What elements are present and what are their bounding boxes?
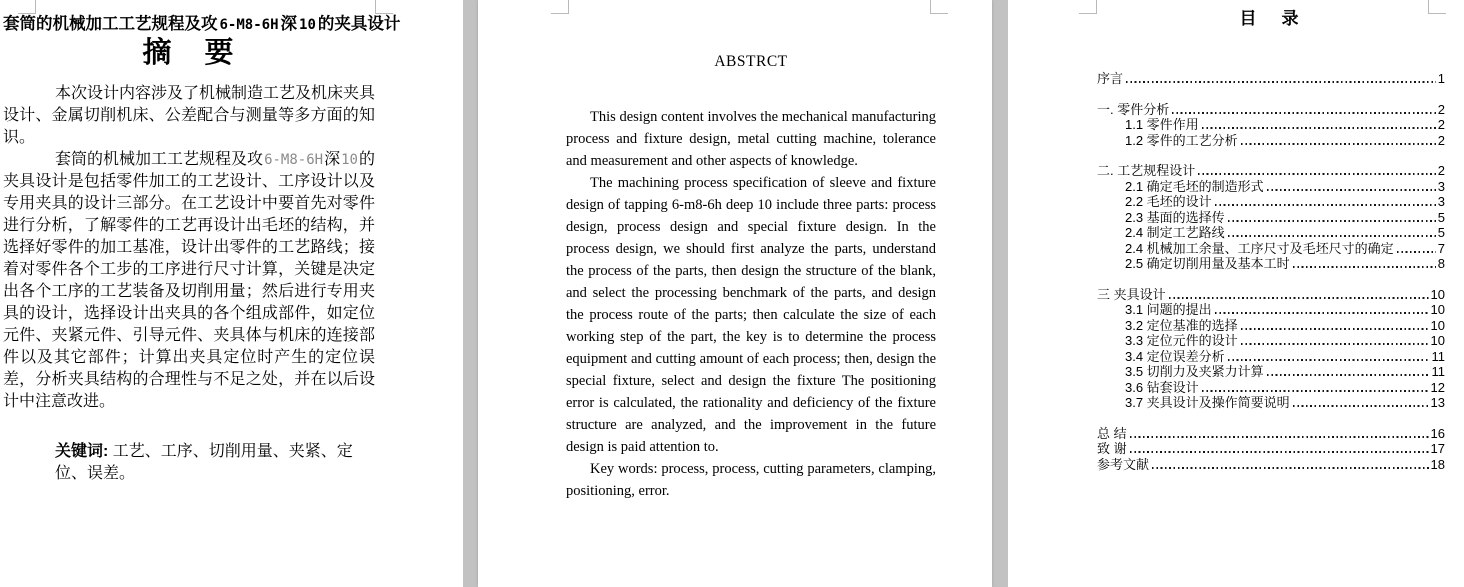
toc-entry bbox=[1097, 318, 1445, 334]
page-abstract-en bbox=[478, 0, 992, 587]
toc-entry-label: 序言 bbox=[1097, 71, 1124, 86]
toc-content bbox=[1097, 0, 1445, 487]
toc-entry-label: 3.4 定位误差分析 bbox=[1125, 348, 1225, 364]
keywords-label: 关键词: bbox=[55, 443, 109, 460]
toc-entry-label: 3.2 定位基准的选择 bbox=[1125, 317, 1238, 333]
toc-group bbox=[1097, 426, 1445, 473]
toc-entry-label: 致 谢 bbox=[1097, 441, 1127, 456]
toc-entry bbox=[1097, 71, 1445, 87]
toc-group bbox=[1097, 71, 1445, 87]
text-segment: 深 bbox=[324, 151, 341, 168]
toc-leader-dots bbox=[1172, 110, 1436, 114]
toc-page-number: 18 bbox=[1430, 456, 1445, 472]
toc-leader-dots bbox=[1198, 172, 1436, 176]
text-segment: 的夹具设计是包括零件加工的工艺设计、工序设计以及专用夹具的设计三部分。在工艺设计中要首先对零件进行分析，了解零件的工艺再设计出毛坯的结构，并选择好零件的加工基准，设计出零件的工艺路线；接着对零件各个工步的工序进行尺寸计算，关键是决定出各个工序的工艺装备及切削用量；然后进行专用夹具的设计，选择设计出夹具的各个组成部件，如定位元件、夹紧元件、引导元件、夹具体与机床的连接部件以及其它部件；计算出夹具定位时产生的定位误差，分析夹具结构的合理性与不足之处，并在以后设计中注意改进。 bbox=[3, 151, 375, 410]
toc-entry bbox=[1097, 194, 1445, 210]
toc-leader-dots bbox=[1202, 388, 1429, 392]
toc-entry-label: 3.7 夹具设计及操作简要说明 bbox=[1125, 395, 1290, 410]
toc-leader-dots bbox=[1130, 434, 1429, 438]
toc-group bbox=[1097, 287, 1445, 411]
paragraph: 本次设计内容涉及了机械制造工艺及机床夹具设计、金属切削机床、公差配合与测量等多方面的知识。 bbox=[3, 85, 376, 146]
abstract-cn-body bbox=[3, 83, 375, 413]
toc-page-number: 10 bbox=[1430, 302, 1445, 317]
toc-entry bbox=[1097, 441, 1445, 457]
keywords-text: 工艺、工序、切削用量、夹紧、定位、误差。 bbox=[55, 443, 353, 482]
toc-group bbox=[1097, 102, 1445, 149]
toc-entry-label: 2.1 确定毛坯的制造形式 bbox=[1125, 178, 1264, 194]
abstract-cn-heading: 摘 要 bbox=[142, 37, 236, 69]
toc-leader-dots bbox=[1241, 342, 1429, 346]
text-segment: 套筒的机械加工工艺规程及攻 bbox=[3, 15, 218, 33]
toc-leader-dots bbox=[1152, 465, 1429, 469]
toc-entry-label: 参考文献 bbox=[1097, 456, 1150, 472]
toc-entry-label: 2.2 毛坯的设计 bbox=[1125, 194, 1212, 209]
toc-page-number: 3 bbox=[1437, 178, 1445, 194]
toc-leader-dots bbox=[1169, 295, 1429, 299]
document-title bbox=[3, 14, 401, 35]
toc-entry bbox=[1097, 287, 1445, 303]
toc-entry-label: 1.1 零件作用 bbox=[1125, 117, 1199, 132]
page-toc bbox=[1008, 0, 1464, 587]
toc-page-number: 2 bbox=[1437, 101, 1445, 117]
toc-entry bbox=[1097, 380, 1445, 396]
toc-leader-dots bbox=[1215, 311, 1429, 315]
toc-heading: 目 录 bbox=[1239, 9, 1303, 28]
abstract-en-body bbox=[566, 106, 936, 502]
toc-entry-label: 1.2 零件的工艺分析 bbox=[1125, 132, 1238, 148]
paragraph: The machining process specification of sleeve and fixture design of tapping 6-m8-6h deep 10 include three parts: process design, process design and special fixture design. In the process design, we should first analyze the parts, understand the process of the parts, then design the structure of the blank, and select the processing benchmark of the parts, and design the process route of the parts; then calculate the size of each working step of the part, the key is to determine the process equipment and cutting amount of each process; then, design the special fixture, select and design the fixture The positioning error is calculated, the rationality and deficiency of the fixture structure are analyzed, and the improvement in the future design is paid attention to. bbox=[566, 175, 936, 455]
toc-page-number: 12 bbox=[1430, 379, 1445, 395]
toc-entry-label: 总 结 bbox=[1097, 425, 1127, 441]
toc-page-number: 1 bbox=[1437, 71, 1445, 86]
toc-page-number: 5 bbox=[1437, 225, 1445, 240]
toc-page-number: 2 bbox=[1437, 132, 1445, 148]
toc-entry bbox=[1097, 333, 1445, 349]
abstract-cn-content bbox=[3, 0, 401, 485]
toc-entry-label: 3.5 切削力及夹紧力计算 bbox=[1125, 364, 1264, 379]
toc-page-number: 10 bbox=[1430, 286, 1445, 302]
text-segment: 套筒的机械加工工艺规程及攻 bbox=[55, 151, 264, 168]
toc-leader-dots bbox=[1267, 373, 1430, 377]
text-segment: 6-M8-6H bbox=[264, 152, 324, 168]
text-segment: 的夹具设计 bbox=[317, 15, 401, 33]
toc-entry-label: 3.1 问题的提出 bbox=[1125, 302, 1212, 317]
toc-entry bbox=[1097, 349, 1445, 365]
toc-leader-dots bbox=[1241, 326, 1429, 330]
toc-entry bbox=[1097, 179, 1445, 195]
toc-entry-label: 3.6 钻套设计 bbox=[1125, 379, 1199, 395]
toc-entry bbox=[1097, 426, 1445, 442]
page-abstract-cn bbox=[0, 0, 463, 587]
toc-leader-dots bbox=[1267, 187, 1436, 191]
toc-leader-dots bbox=[1228, 357, 1430, 361]
paragraph: This design content involves the mechanical manufacturing process and fixture design, metal cutting machine, tolerance and measurement and other aspects of knowledge. bbox=[566, 109, 936, 169]
toc-page-number: 13 bbox=[1430, 395, 1445, 410]
text-segment: 深 bbox=[280, 15, 298, 33]
abstract-en-heading: ABSTRCT bbox=[714, 53, 788, 70]
toc-page-number: 17 bbox=[1430, 441, 1445, 456]
toc-entry-label: 一. 零件分析 bbox=[1097, 101, 1170, 117]
toc-page-number: 11 bbox=[1431, 348, 1445, 364]
keywords-line bbox=[3, 441, 375, 485]
toc-page-number: 10 bbox=[1430, 333, 1445, 348]
toc-leader-dots bbox=[1293, 404, 1429, 408]
text-boundary-mark-icon bbox=[375, 0, 393, 14]
toc-entry bbox=[1097, 457, 1445, 473]
toc-entry-label: 三 夹具设计 bbox=[1097, 286, 1166, 302]
toc-entry bbox=[1097, 256, 1445, 272]
toc-entry-label: 二. 工艺规程设计 bbox=[1097, 163, 1196, 178]
toc-page-number: 7 bbox=[1437, 240, 1445, 256]
toc-entry-label: 2.4 机械加工余量、工序尺寸及毛坯尺寸的确定 bbox=[1125, 240, 1394, 256]
toc-page-number: 2 bbox=[1437, 163, 1445, 178]
toc-entry bbox=[1097, 163, 1445, 179]
toc-page-number: 5 bbox=[1437, 209, 1445, 225]
toc-entry bbox=[1097, 210, 1445, 226]
paragraph: Key words: process, process, cutting parameters, clamping, positioning, error. bbox=[566, 461, 936, 499]
text-boundary-mark-icon bbox=[1079, 0, 1097, 14]
text-segment: 10 bbox=[341, 152, 358, 168]
toc-leader-dots bbox=[1228, 218, 1436, 222]
toc-entry bbox=[1097, 102, 1445, 118]
toc-entry bbox=[1097, 241, 1445, 257]
text-segment: 6-M8-6H bbox=[219, 17, 279, 33]
toc-leader-dots bbox=[1215, 203, 1436, 207]
toc-leader-dots bbox=[1202, 126, 1436, 130]
toc-entry-label: 2.3 基面的选择传 bbox=[1125, 209, 1225, 225]
toc-leader-dots bbox=[1130, 450, 1429, 454]
abstract-en-content bbox=[566, 0, 936, 502]
toc-leader-dots bbox=[1126, 80, 1436, 84]
toc-leader-dots bbox=[1241, 141, 1436, 145]
toc-entry-label: 2.4 制定工艺路线 bbox=[1125, 225, 1225, 240]
toc-entry-label: 2.5 确定切削用量及基本工时 bbox=[1125, 256, 1290, 271]
toc-group bbox=[1097, 163, 1445, 272]
toc-leader-dots bbox=[1397, 249, 1436, 253]
toc-list bbox=[1097, 71, 1445, 472]
toc-entry bbox=[1097, 117, 1445, 133]
toc-entry bbox=[1097, 225, 1445, 241]
toc-page-number: 2 bbox=[1437, 117, 1445, 132]
toc-page-number: 11 bbox=[1431, 364, 1445, 379]
toc-entry bbox=[1097, 302, 1445, 318]
toc-entry bbox=[1097, 395, 1445, 411]
toc-entry bbox=[1097, 364, 1445, 380]
toc-entry bbox=[1097, 133, 1445, 149]
paragraph bbox=[3, 149, 375, 413]
toc-page-number: 16 bbox=[1430, 425, 1445, 441]
text-segment: 10 bbox=[299, 17, 316, 33]
toc-leader-dots bbox=[1228, 234, 1436, 238]
toc-page-number: 8 bbox=[1437, 256, 1445, 271]
toc-entry-label: 3.3 定位元件的设计 bbox=[1125, 333, 1238, 348]
toc-page-number: 3 bbox=[1437, 194, 1445, 209]
toc-leader-dots bbox=[1293, 265, 1436, 269]
toc-page-number: 10 bbox=[1430, 317, 1445, 333]
